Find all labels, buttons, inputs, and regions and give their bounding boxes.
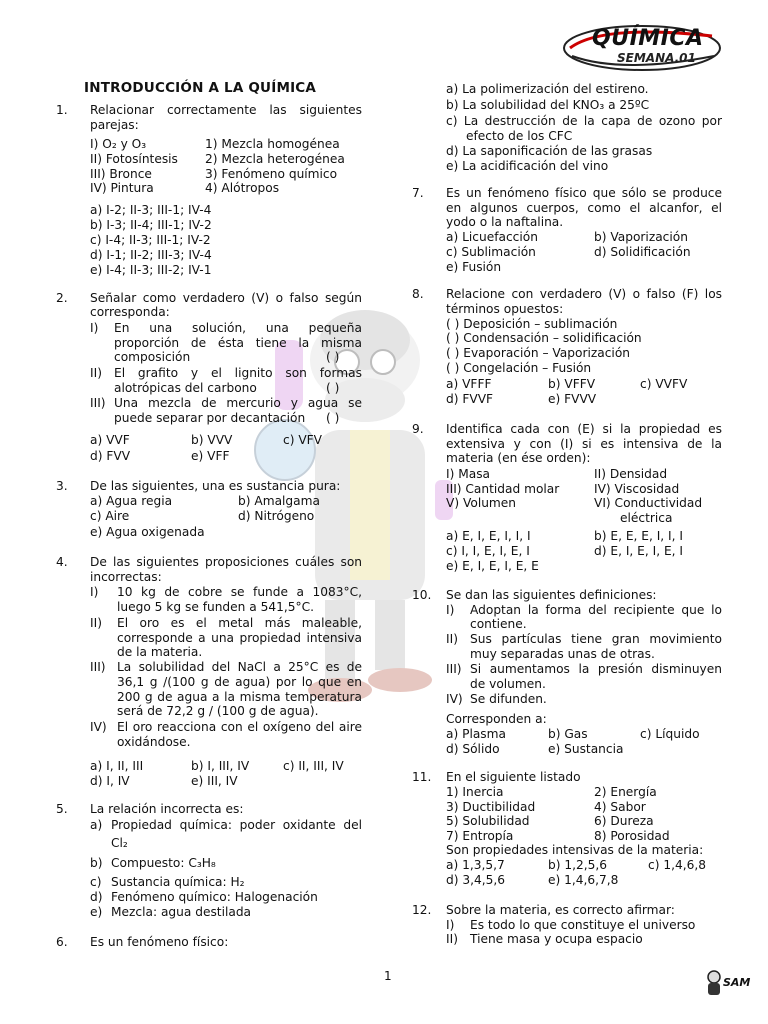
- answer-option[interactable]: c) II, III, IV: [283, 759, 344, 773]
- answer-option[interactable]: a) Licuefacción: [446, 230, 538, 244]
- true-false-item[interactable]: ( ) Deposición – sublimación: [446, 317, 618, 331]
- answer-option[interactable]: d) La saponificación de las grasas: [446, 144, 653, 158]
- page-title: INTRODUCCIÓN A LA QUÍMICA: [84, 80, 317, 96]
- item-label: IV): [446, 692, 463, 706]
- question-number: 6.: [56, 935, 68, 949]
- answer-option[interactable]: c) Líquido: [640, 727, 700, 741]
- answer-option[interactable]: c) 1,4,6,8: [648, 858, 706, 872]
- answer-option[interactable]: e) VFF: [191, 449, 230, 463]
- property-item: IV) Viscosidad: [594, 482, 680, 496]
- item-text: muy separadas unas de otras.: [470, 647, 655, 661]
- question-stem: Sobre la materia, es correcto afirmar:: [446, 903, 675, 917]
- item-text: será de 72,2 g / (100 g de agua).: [117, 704, 319, 718]
- answer-option[interactable]: Sustancia química: H₂: [111, 875, 245, 889]
- answer-option[interactable]: a) 1,3,5,7: [446, 858, 505, 872]
- answer-option[interactable]: c) VVFV: [640, 377, 688, 391]
- pair-right: 4) Alótropos: [205, 181, 280, 195]
- question-stem: Se dan las siguientes definiciones:: [446, 588, 657, 602]
- answer-option[interactable]: a) I, II, III: [90, 759, 144, 773]
- question-stem: La relación incorrecta es:: [90, 802, 244, 816]
- item-text: alotrópicas del carbono: [114, 381, 257, 395]
- question-number: 12.: [412, 903, 432, 917]
- answer-option[interactable]: Mezcla: agua destilada: [111, 905, 252, 919]
- sam-signature-text: SAM: [723, 976, 751, 989]
- question-number: 2.: [56, 291, 68, 305]
- item-label: I): [446, 918, 455, 932]
- pair-right: 2) Mezcla heterogénea: [205, 152, 345, 166]
- page-number: 1: [384, 969, 392, 983]
- item-text: En una solución, una pequeña: [114, 321, 362, 335]
- question-stem: De las siguientes, una es sustancia pura:: [90, 479, 341, 493]
- question-number: 10.: [412, 588, 432, 602]
- answer-option[interactable]: d) FVV: [90, 449, 131, 463]
- question-number: 9.: [412, 422, 424, 436]
- option-letter: e): [90, 905, 103, 919]
- answer-option[interactable]: b) VFFV: [548, 377, 596, 391]
- item-text: Una mezcla de mercurio y agua se: [114, 396, 362, 410]
- item-text: oxidándose.: [117, 735, 191, 749]
- list-item: 1) Inercia: [446, 785, 504, 799]
- answer-option[interactable]: c) I-4; II-3; III-1; IV-2: [90, 233, 211, 247]
- list-item: 2) Energía: [594, 785, 657, 799]
- item-text: Sus partículas tiene gran movimiento: [470, 632, 722, 646]
- item-text: Tiene masa y ocupa espacio: [470, 932, 643, 946]
- question-stem: parejas:: [90, 118, 139, 132]
- answer-option[interactable]: e) La acidificación del vino: [446, 159, 609, 173]
- answer-option[interactable]: Cl₂: [111, 836, 128, 850]
- answer-option[interactable]: e) III, IV: [191, 774, 238, 788]
- answer-option[interactable]: b) Gas: [548, 727, 588, 741]
- true-false-item[interactable]: ( ) Evaporación – Vaporización: [446, 346, 631, 360]
- answer-option[interactable]: a) La polimerización del estireno.: [446, 82, 649, 96]
- answer-option[interactable]: a) Agua regia: [90, 494, 173, 508]
- item-label: II): [90, 616, 102, 630]
- item-label: III): [446, 662, 462, 676]
- answer-option[interactable]: d) Nitrógeno: [238, 509, 315, 523]
- answer-option[interactable]: e) Fusión: [446, 260, 502, 274]
- answer-option[interactable]: efecto de los CFC: [466, 129, 573, 143]
- question-stem: Son propiedades intensivas de la materia:: [446, 843, 704, 857]
- quimica-logo: [562, 22, 722, 74]
- sam-signature-logo: [705, 970, 753, 998]
- question-stem: en algunos cuerpos, como el alcanfor, el: [446, 201, 722, 215]
- answer-option[interactable]: b) I-3; II-4; III-1; IV-2: [90, 218, 212, 232]
- question-stem: En el siguiente listado: [446, 770, 581, 784]
- item-label: I): [90, 585, 99, 599]
- pair-left: IV) Pintura: [90, 181, 154, 195]
- question-stem: Relacione con verdadero (V) o falso (F) los: [446, 287, 722, 301]
- question-stem: Identifica cada con (E) si la propiedad es: [446, 422, 722, 436]
- item-label: II): [446, 932, 458, 946]
- question-number: 7.: [412, 186, 424, 200]
- question-stem: Señalar como verdadero (V) o falso según: [90, 291, 362, 305]
- list-item: 4) Sabor: [594, 800, 646, 814]
- list-item: 8) Porosidad: [594, 829, 670, 843]
- question-stem: materia (en ése orden):: [446, 451, 591, 465]
- question-number: 1.: [56, 103, 68, 117]
- answer-option[interactable]: b) I, III, IV: [191, 759, 250, 773]
- item-text: de la materia.: [117, 645, 203, 659]
- pair-left: I) O₂ y O₃: [90, 137, 147, 151]
- pair-right: 1) Mezcla homogénea: [205, 137, 340, 151]
- answer-option[interactable]: a) E, I, E, I, I, I: [446, 529, 531, 543]
- pair-right: 3) Fenómeno químico: [205, 167, 338, 181]
- list-item: 5) Solubilidad: [446, 814, 530, 828]
- question-stem: incorrectas:: [90, 570, 162, 584]
- option-letter: c): [90, 875, 102, 889]
- question-stem: Es un fenómeno físico que sólo se produce: [446, 186, 722, 200]
- question-stem: corresponda:: [90, 305, 170, 319]
- item-text: Adoptan la forma del recipiente que lo: [470, 603, 722, 617]
- logo-subtitle: SEMANA.01: [617, 51, 696, 65]
- answer-option[interactable]: b) 1,2,5,6: [548, 858, 608, 872]
- answer-option[interactable]: a) VFFF: [446, 377, 492, 391]
- item-text: contiene.: [470, 617, 527, 631]
- item-label: I): [446, 603, 455, 617]
- answer-option[interactable]: c) I, I, E, I, E, I: [446, 544, 530, 558]
- answer-option[interactable]: d) Solidificación: [594, 245, 691, 259]
- answer-option[interactable]: c) Sublimación: [446, 245, 536, 259]
- answer-option[interactable]: e) 1,4,6,7,8: [548, 873, 619, 887]
- answer-option[interactable]: Propiedad química: poder oxidante del: [111, 818, 362, 832]
- item-label: III): [90, 396, 106, 410]
- answer-option[interactable]: a) VVF: [90, 433, 130, 447]
- question-stem: Relacionar correctamente las siguientes: [90, 103, 362, 117]
- question-stem: De las siguientes proposiciones cuáles son: [90, 555, 362, 569]
- property-item: II) Densidad: [594, 467, 668, 481]
- property-item: eléctrica: [620, 511, 673, 525]
- answer-option[interactable]: d) I-1; II-2; III-3; IV-4: [90, 248, 212, 262]
- item-text: 36,1 g /(100 g de agua) por lo que en: [117, 675, 362, 689]
- item-text: proporción de ésta tiene la misma: [114, 336, 362, 350]
- answer-option[interactable]: d) FVVF: [446, 392, 494, 406]
- option-letter: a): [90, 818, 103, 832]
- item-text: Es todo lo que constituye el universo: [470, 918, 696, 932]
- answer-option[interactable]: e) I-4; II-3; III-2; IV-1: [90, 263, 212, 277]
- answer-option[interactable]: d) Sólido: [446, 742, 500, 756]
- answer-option[interactable]: Fenómeno químico: Halogenación: [111, 890, 318, 904]
- true-false-item[interactable]: ( ) Congelación – Fusión: [446, 361, 592, 375]
- property-item: III) Cantidad molar: [446, 482, 560, 496]
- item-text: El oro es el metal más maleable,: [117, 616, 362, 630]
- question-stem: Corresponden a:: [446, 712, 547, 726]
- answer-blank[interactable]: ( ): [326, 411, 340, 425]
- property-item: V) Volumen: [446, 496, 517, 510]
- property-item: VI) Conductividad: [594, 496, 703, 510]
- question-number: 3.: [56, 479, 68, 493]
- answer-option[interactable]: b) E, E, E, I, I, I: [594, 529, 683, 543]
- answer-blank[interactable]: ( ): [326, 381, 340, 395]
- item-label: IV): [90, 720, 107, 734]
- question-stem: Es un fenómeno físico:: [90, 935, 229, 949]
- question-number: 8.: [412, 287, 424, 301]
- sam-figure-icon: [705, 970, 723, 996]
- true-false-item[interactable]: ( ) Condensación – solidificación: [446, 331, 642, 345]
- answer-option[interactable]: c) La destrucción de la capa de ozono por: [446, 114, 722, 128]
- item-text: 200 g de agua a la misma temperatura: [117, 690, 362, 704]
- logo-title: QUÍMICA: [592, 26, 704, 51]
- item-text: puede separar por decantación: [114, 411, 306, 425]
- answer-option[interactable]: b) Amalgama: [238, 494, 320, 508]
- item-text: Si aumentamos la presión disminuyen: [470, 662, 722, 676]
- question-stem: yodo o la naftalina.: [446, 215, 564, 229]
- item-label: II): [90, 366, 102, 380]
- answer-option[interactable]: c) Aire: [90, 509, 130, 523]
- question-stem: extensiva y con (I) si es intensiva de la: [446, 437, 722, 451]
- answer-option[interactable]: d) I, IV: [90, 774, 130, 788]
- item-label: I): [90, 321, 99, 335]
- answer-option[interactable]: b) La solubilidad del KNO₃ a 25ºC: [446, 98, 650, 112]
- item-text: El grafito y el lignito son formas: [114, 366, 362, 380]
- answer-option[interactable]: d) 3,4,5,6: [446, 873, 506, 887]
- answer-option[interactable]: b) VVV: [191, 433, 233, 447]
- option-letter: b): [90, 856, 103, 870]
- list-item: 6) Dureza: [594, 814, 654, 828]
- option-letter: d): [90, 890, 103, 904]
- answer-option[interactable]: e) Agua oxigenada: [90, 525, 205, 539]
- item-label: II): [446, 632, 458, 646]
- pair-left: II) Fotosíntesis: [90, 152, 178, 166]
- answer-option[interactable]: Compuesto: C₃H₈: [111, 856, 216, 870]
- item-text: Se difunden.: [470, 692, 547, 706]
- item-text: La solubilidad del NaCl a 25°C es de: [117, 660, 362, 674]
- property-item: I) Masa: [446, 467, 491, 481]
- answer-option[interactable]: c) VFV: [283, 433, 323, 447]
- question-stem: términos opuestos:: [446, 302, 564, 316]
- answer-option[interactable]: e) Sustancia: [548, 742, 624, 756]
- question-number: 11.: [412, 770, 432, 784]
- question-number: 5.: [56, 802, 68, 816]
- pair-left: III) Bronce: [90, 167, 152, 181]
- item-text: de volumen.: [470, 677, 546, 691]
- answer-option[interactable]: d) E, I, E, I, E, I: [594, 544, 683, 558]
- item-text: luego 5 kg se funden a 541,5°C.: [117, 600, 314, 614]
- item-text: composición: [114, 350, 191, 364]
- list-item: 3) Ductibilidad: [446, 800, 536, 814]
- item-text: El oro reacciona con el oxígeno del aire: [117, 720, 362, 734]
- item-text: 10 kg de cobre se funde a 1083°C,: [117, 585, 362, 599]
- list-item: 7) Entropía: [446, 829, 514, 843]
- answer-option[interactable]: e) FVVV: [548, 392, 597, 406]
- item-label: III): [90, 660, 106, 674]
- answer-option[interactable]: b) Vaporización: [594, 230, 688, 244]
- answer-option[interactable]: e) E, I, E, I, E, E: [446, 559, 539, 573]
- answer-option[interactable]: a) Plasma: [446, 727, 506, 741]
- answer-blank[interactable]: ( ): [326, 350, 340, 364]
- answer-option[interactable]: a) I-2; II-3; III-1; IV-4: [90, 203, 212, 217]
- item-text: corresponde a una propiedad intensiva: [117, 631, 362, 645]
- question-number: 4.: [56, 555, 68, 569]
